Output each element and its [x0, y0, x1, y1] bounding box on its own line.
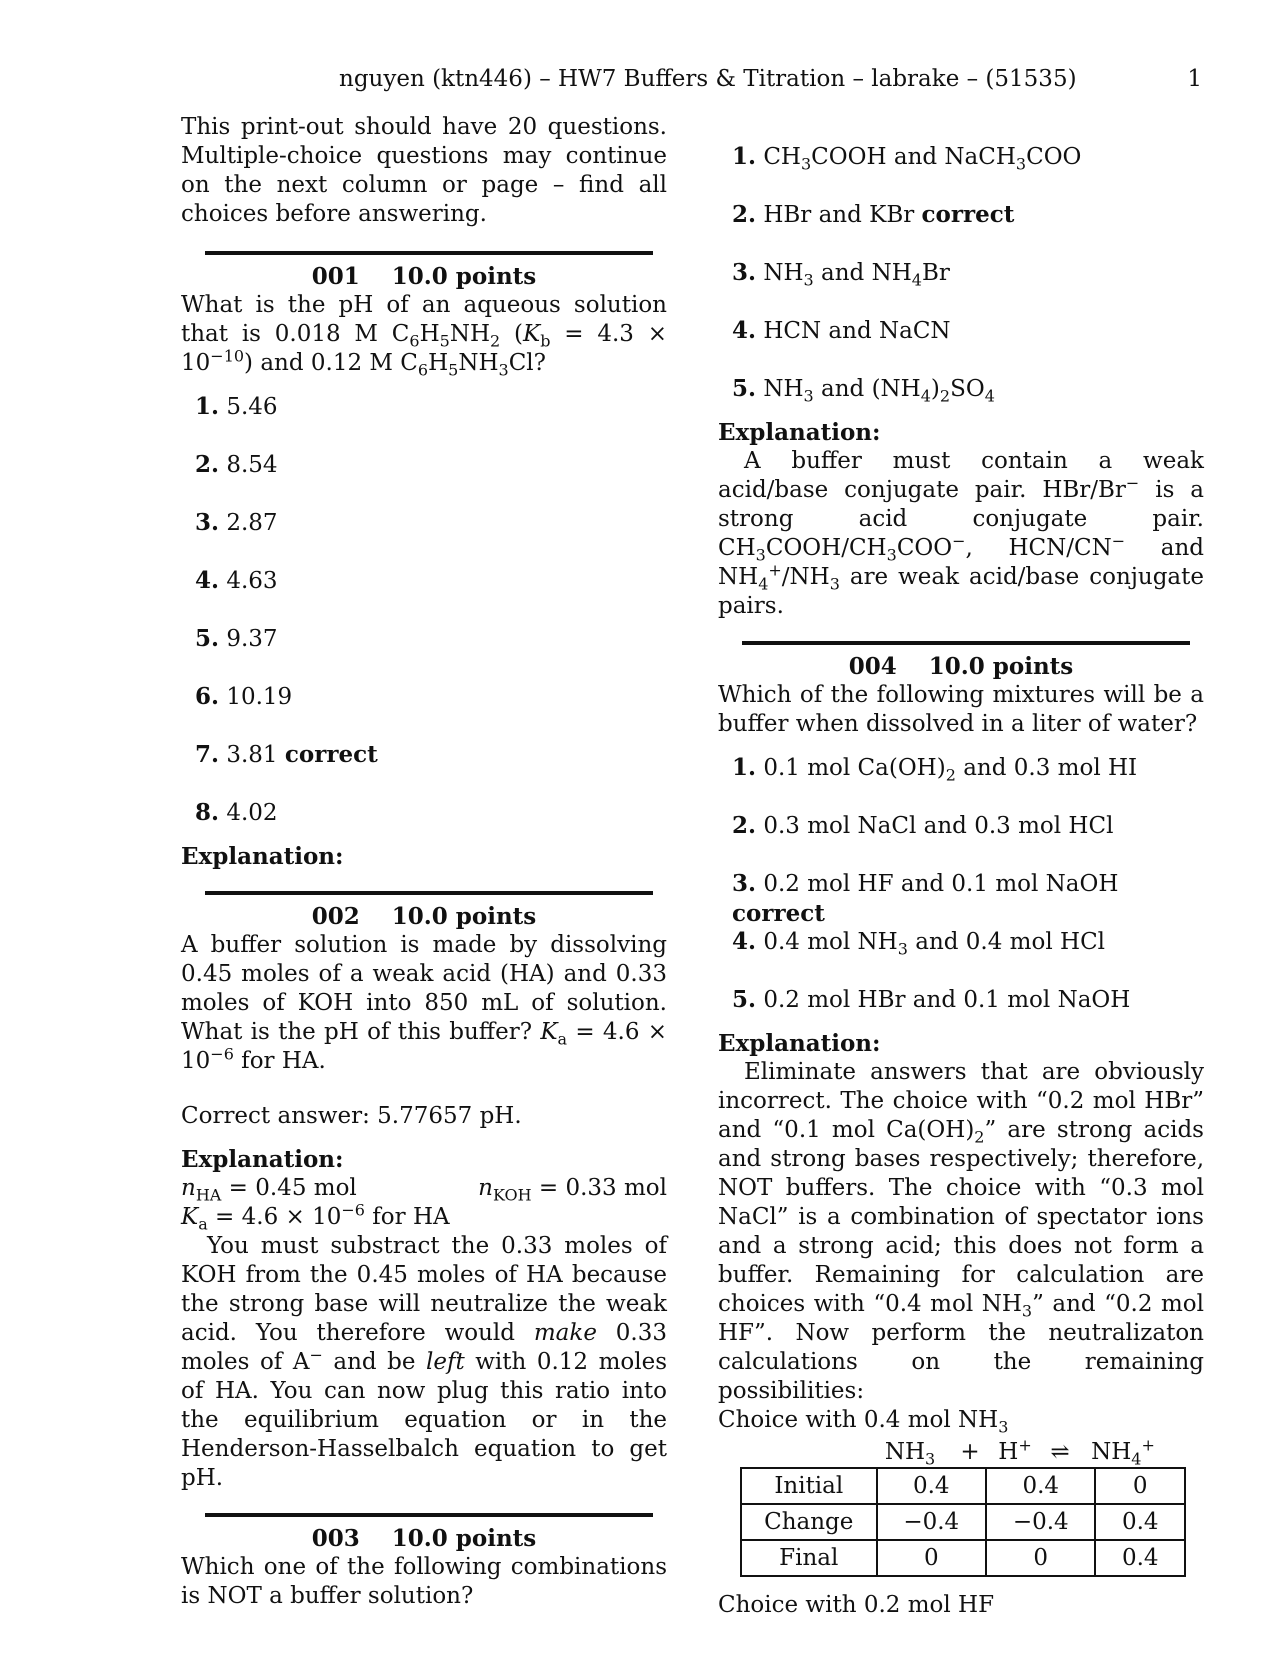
explanation-label: Explanation: [181, 843, 344, 870]
intro-text: This print-out should have 20 questions. Multiple-choice questions may continue on the next column or page – find all choices before answering. [181, 114, 667, 227]
ice-table-block [740, 1434, 1186, 1577]
correct-tag: correct [732, 900, 825, 927]
question-points: 10.0 points [391, 903, 537, 930]
page-title: nguyen (ktn446) – HW7 Buffers & Titration – labrake – (51535) [339, 66, 1077, 92]
explanation-text-004: Eliminate answers that are obviously incorrect. The choice with “0.2 mol HBr” and “0.1 mol $Ca(OH)_2$” are strong acids and strong bases respectively; therefore, NOT buffers. The choice with “0.3 mol NaCl” is a combination of spectator ions and a strong acid; this does not form a buffer. Remaining for calculation are choices with “0.4 mol $NH_3$” and “0.2 mol HF”. Now perform the neutralizaton calculations on the remaining possibilities: [718, 1059, 1204, 1404]
question-number: 002 [311, 903, 360, 930]
choice-item[interactable]: 4. 0.4 mol $NH_3$ and 0.4 mol HCl [732, 928, 1106, 959]
question-divider [742, 641, 1190, 645]
ice-table [740, 1467, 1186, 1577]
page-header [0, 66, 1280, 96]
question-prompt-001: What is the pH of an aqueous solution that is 0.018 M $C_6H_5NH_2$ $(K_b = 4.3 \times 10^{-10})$ and 0.12 M $C_6H_5NH_3Cl$? [181, 292, 667, 380]
correct-tag: correct [284, 741, 378, 768]
table-row [741, 1504, 1185, 1540]
choice-list-004 [732, 753, 1204, 1029]
page-number: 1 [1187, 66, 1202, 92]
choice-item[interactable]: 2. 8.54 [195, 451, 278, 478]
explanation-label: Explanation: [718, 419, 881, 446]
table-cell: 0 [877, 1540, 986, 1576]
table-cell: 0 [1095, 1468, 1185, 1504]
explanation-label: Explanation: [181, 1146, 344, 1173]
choice-list-003 [732, 142, 1204, 418]
ka-equation: $K_a = 4.6 \times 10^{-6}$ for HA [181, 1200, 450, 1234]
explanation-label: Explanation: [718, 1030, 881, 1057]
row-label: Final [741, 1540, 877, 1576]
choice-hf-label: Choice with 0.2 mol HF [718, 1592, 995, 1618]
choice-item[interactable]: 5. 9.37 [195, 625, 278, 652]
row-label: Change [741, 1504, 877, 1540]
choice-item[interactable]: 3. 2.87 [195, 509, 278, 536]
choice-item[interactable]: 4. 4.63 [195, 567, 278, 594]
question-points: 10.0 points [928, 653, 1074, 680]
explanation-text-002: You must substract the 0.33 moles of KOH from the 0.45 moles of HA because the strong base will neutralize the weak acid. You therefore would make 0.33 moles of A− and be left with 0.12 moles of HA. You can now plug this ratio into the equilibrium equation or in the Henderson-Hasselbalch equation to get pH. [181, 1233, 667, 1491]
choice-item[interactable]: 1. $CH_3COOH$ and NaCH$_3$COO [732, 143, 1082, 174]
question-header-003 [181, 1524, 667, 1553]
question-header-004 [718, 652, 1204, 681]
table-cell: 0.4 [877, 1468, 986, 1504]
correct-tag: correct [921, 201, 1015, 228]
right-column [718, 113, 1204, 1620]
choice-item[interactable]: 5. $NH_3$ and $(NH_4)_2SO_4$ [732, 375, 995, 406]
choice-item[interactable]: 8. 4.02 [195, 799, 278, 826]
question-prompt-003: Which one of the following combinations is NOT a buffer solution? [181, 1554, 667, 1609]
question-divider [205, 891, 653, 895]
choice-item[interactable]: 5. 0.2 mol HBr and 0.1 mol NaOH [732, 986, 1131, 1013]
question-prompt-002: A buffer solution is made by dissolving 0.45 moles of a weak acid (HA) and 0.33 moles of KOH into 850 mL of solution. What is the pH of this buffer? $K_a = 4.6 \times 10^{-6}$ for HA. [181, 932, 667, 1074]
row-label: Initial [741, 1468, 877, 1504]
table-row [741, 1468, 1185, 1504]
left-column [181, 113, 667, 1611]
choice-item[interactable]: 4. HCN and NaCN [732, 317, 951, 344]
table-row [741, 1540, 1185, 1576]
choice-item-correct[interactable]: 7. 3.81 correct [195, 741, 378, 768]
choice-item[interactable]: 3. $NH_3$ and $NH_4Br$ [732, 259, 950, 290]
choice-list-001 [195, 392, 667, 842]
question-divider [205, 1513, 653, 1517]
question-prompt-004: Which of the following mixtures will be a buffer when dissolved in a liter of water? [718, 682, 1204, 737]
question-number: 004 [848, 653, 897, 680]
table-cell: 0.4 [1095, 1540, 1185, 1576]
question-points: 10.0 points [391, 1525, 537, 1552]
reaction-equation: $NH_3$ + H+ ⇌ $NH_4^+$ [884, 1434, 1155, 1469]
choice-item[interactable]: 1. 0.1 mol $Ca(OH)_2$ and 0.3 mol HI [732, 754, 1138, 785]
choice-item[interactable]: 2. 0.3 mol NaCl and 0.3 mol HCl [732, 812, 1114, 839]
explanation-text-003: A buffer must contain a weak acid/base conjugate pair. HBr/Br− is a strong acid conjugate pair. $CH_3COOH/CH_3COO^-$, HCN/CN− and $NH_4^+/NH_3$ are weak acid/base conjugate pairs. [718, 448, 1205, 619]
table-cell: 0.4 [986, 1468, 1095, 1504]
table-cell: −0.4 [877, 1504, 986, 1540]
table-cell: −0.4 [986, 1504, 1095, 1540]
question-points: 10.0 points [391, 263, 537, 290]
moles-equations: $n_{HA} = 0.45$ mol $n_{KOH} = 0.33$ mol [181, 1175, 667, 1205]
table-cell: 0.4 [1095, 1504, 1185, 1540]
choice-item[interactable]: 6. 10.19 [195, 683, 293, 710]
table-cell: 0 [986, 1540, 1095, 1576]
question-header-001 [181, 262, 667, 291]
choice-nh3-label: Choice with 0.4 mol $NH_3$ [718, 1407, 1009, 1437]
choice-item[interactable]: 1. 5.46 [195, 393, 278, 420]
question-number: 003 [311, 1525, 360, 1552]
question-divider [205, 251, 653, 255]
correct-answer: Correct answer: 5.77657 pH. [181, 1103, 522, 1129]
choice-item-correct[interactable]: 3. 0.2 mol HF and 0.1 mol NaOH correct [732, 870, 1119, 927]
question-number: 001 [311, 263, 360, 290]
question-header-002 [181, 902, 667, 931]
choice-item-correct[interactable]: 2. HBr and KBr correct [732, 201, 1015, 228]
